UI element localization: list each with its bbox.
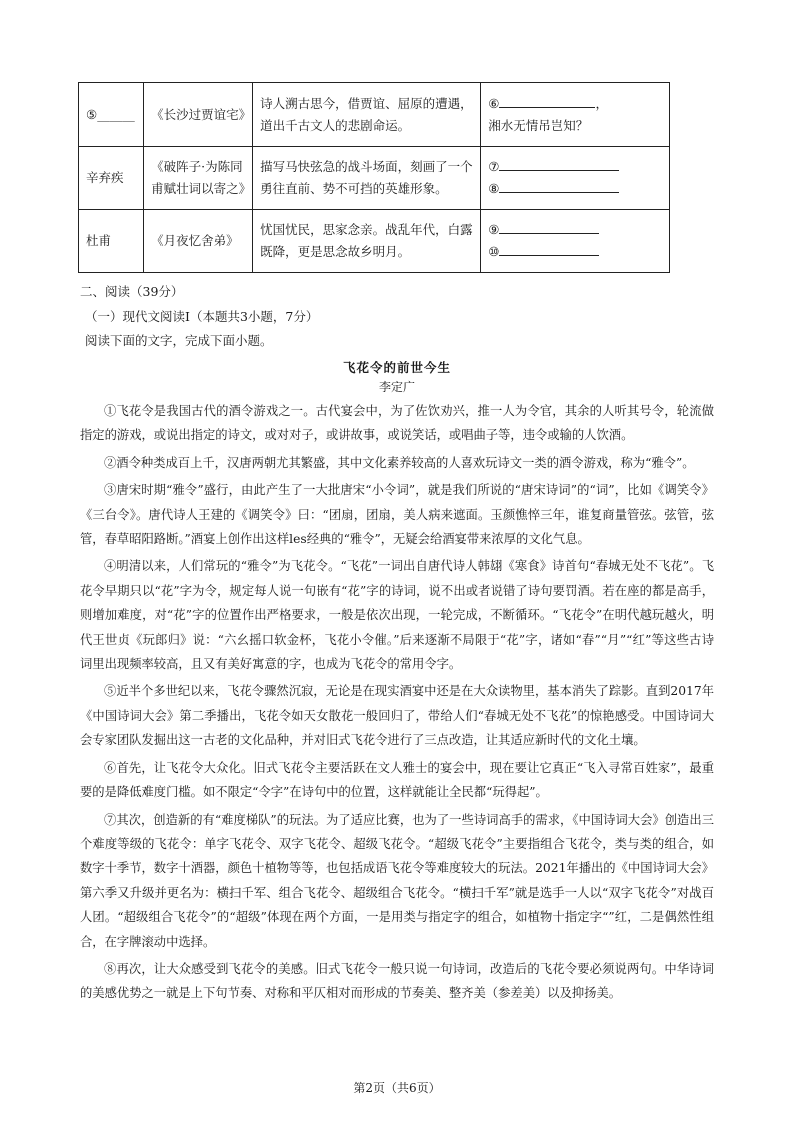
article-paragraph: ⑦其次，创造新的有“难度梯队”的玩法。为了适应比赛，也为了一些诗词高手的需求，《中国诗词大会》创造出三个难度等级的飞花令：单字飞花令、双字飞花令、超级飞花令。“超级飞花令”主要指组合飞花令，类与类的组合，如数字十季节，数字十酒器，颜色十植物等等，也包括成语飞花令等难度较大的玩法。2021年播出的《中国诗词大会》第六季又升级并更名为：横扫千军、组合飞花令、超级组合飞花令。“横扫千军”就是选手一人以“双字飞花令”对战百人团。“超级组合飞花令”的“超级”体现在两个方面，一是用类与指定字的组合，如植物十指定字“”红，二是偶然性组合，在字牌滚动中选择。 [80, 812, 714, 949]
table-cell-description: 诗人溯古思今，借贾谊、屈原的遭遇，道出千古文人的悲剧命运。 [253, 83, 481, 147]
table-row [79, 83, 670, 147]
article-paragraph: ①飞花令是我国古代的酒令游戏之一。古代宴会中，为了佐饮劝兴，推一人为令官，其余的人听其号令，轮流做指定的游戏，或说出指定的诗文，或对对子，或讲故事，或说笑话，或唱曲子等，违令或输的人饮酒。 [80, 404, 714, 443]
table-cell-blanks [481, 210, 670, 273]
table-cell-author: 辛弃疾 [79, 147, 144, 210]
article-paragraph: ②酒令种类成百上千，汉唐两朝尤其繁盛，其中文化素养较高的人喜欢玩诗文一类的酒令游戏，称为“雅令”。 [104, 455, 695, 470]
article-paragraph: ⑥首先，让飞花令大众化。旧式飞花令主要活跃在文人雅士的宴会中，现在要让它真正“飞入寻常百姓家”，最重要的是降低难度门槛。如不限定“令字”在诗句中的位置，这样就能让全民都“玩得起”。 [80, 760, 714, 800]
table-cell-author: 杜甫 [79, 210, 144, 273]
table-cell-description: 描写马快弦急的战斗场面，刻画了一个勇往直前、势不可挡的英雄形象。 [253, 147, 481, 210]
table-cell-blanks [481, 147, 670, 210]
blank-line [488, 219, 662, 241]
blank-number: ⑦ [488, 159, 500, 174]
article-paragraph: ④明清以来，人们常玩的“雅令”为飞花令。“飞花”一词出自唐代诗人韩翃《寒食》诗首句“春城无处不飞花”。飞花令早期只以“花”字为令，规定每人说一句嵌有“花”字的诗词，说不出或者说错了诗句要罚酒。若在座的都是高手，则增加难度，对“花”字的位置作出严格要求，一般是依次出现，一轮完成，不断循环。“飞花令”在明代越玩越火，明代王世贞《玩郎归》说：“六幺摇口软金杯，飞花小令催。”后来逐渐不局限于“花”字，诸如“春”“月”“红”等这些古诗词里出现频率较高，且又有美好寓意的字，也成为飞花令的常用令字。 [80, 559, 714, 672]
poetry-table [78, 82, 670, 273]
article-title: 飞花令的前世今生 [342, 360, 451, 375]
blank-number: ⑩ [488, 244, 500, 259]
article-paragraph: ⑤近半个多世纪以来，飞花令骤然沉寂，无论是在现实酒宴中还是在大众读物里，基本消失了踪影。直到2017年《中国诗词大会》第二季播出，飞花令如天女散花一般回归了，带给人们“春城无处不飞花”的惊艳感受。中国诗词大会专家团队发掘出这一古老的文化品种，并对旧式飞花令进行了三点改造，让其适应新时代的文化土壤。 [80, 684, 714, 748]
instruction-text: 阅读下面的文字，完成下面小题。 [85, 333, 273, 348]
blank-line [488, 156, 662, 178]
answer-blank[interactable] [499, 178, 619, 193]
table-cell-poem: 《破阵子·为陈同甫赋壮词以寄之》 [144, 147, 253, 210]
article-paragraph: ⑧再次，让大众感受到飞花令的美感。旧式飞花令一般只说一句诗词，改造后的飞花令要必须说两句。中华诗词的美感优势之一就是上下句节奏、对称和平仄相对而形成的节奏美、整齐美（参差美）以及抑扬美。 [80, 961, 714, 1001]
page-number: 第2页（共6页） [353, 1081, 441, 1095]
table-cell-author: ⑤______ [79, 83, 144, 147]
blank-number: ⑨ [488, 222, 500, 237]
table-cell-blanks [481, 83, 670, 147]
blank-line [488, 93, 662, 115]
answer-blank[interactable] [499, 219, 599, 234]
article-body [80, 399, 714, 1009]
answer-blank[interactable] [499, 156, 619, 171]
blank-suffix: ， [595, 95, 608, 111]
section-heading: 二、阅读（39分） [80, 284, 184, 299]
blank-line [488, 241, 662, 263]
sub-heading: （一）现代文阅读Ⅰ（本题共3小题，7分） [85, 309, 319, 324]
blank-number: ⑥ [488, 95, 500, 111]
table-row [79, 147, 670, 210]
verse-text: 湘水无情吊岂知？ [488, 117, 589, 133]
table-cell-description: 忧国忧民，思家念亲。战乱年代，白露既降，更是思念故乡明月。 [253, 210, 481, 273]
blank-number: ⑧ [488, 181, 500, 196]
table-cell-poem: 《月夜忆舍弟》 [144, 210, 253, 273]
article-author: 李定广 [378, 380, 415, 394]
table-row [79, 210, 670, 273]
blank-line [488, 115, 662, 137]
blank-line [488, 178, 662, 200]
answer-blank[interactable] [499, 241, 599, 256]
answer-blank[interactable] [499, 93, 595, 108]
table-cell-poem: 《长沙过贾谊宅》 [144, 83, 253, 147]
article-paragraph: ③唐宋时期“雅令”盛行，由此产生了一大批唐宋“小令词”，就是我们所说的“唐宋诗词”的“词”，比如《调笑令》《三台令》。唐代诗人王建的《调笑令》曰：“团扇，团扇，美人病来遮面。玉颜憔悴三年，谁复商量管弦。弦管，弦管，春草昭阳路断。”酒宴上创作出这样les经典的“雅令”，无疑会给酒宴带来浓厚的文化气息。 [80, 483, 714, 547]
